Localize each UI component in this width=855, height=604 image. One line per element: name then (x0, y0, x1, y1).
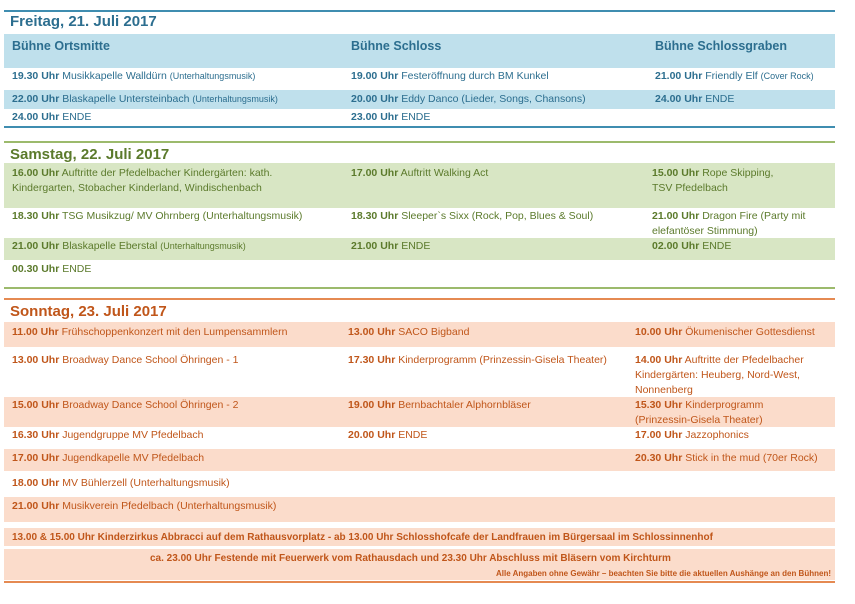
sunday-r4-c2 (348, 428, 427, 443)
sunday-r6-c1 (12, 476, 230, 491)
sunday-extra-line: 13.00 & 15.00 Uhr Kinderzirkus Abbracci auf dem Rathausvorplatz - ab 13.00 Uhr Schlosshofcafe der Landfrauen im Bürgersaal im Schlossinnenhof (12, 532, 713, 543)
saturday-bottom-line (4, 287, 835, 289)
act: Jugendkapelle MV Pfedelbach (62, 452, 205, 464)
act: Broadway Dance School Öhringen - 2 (62, 399, 239, 411)
sunday-r1-c3 (635, 325, 815, 340)
time: 16.00 Uhr (12, 167, 60, 179)
sunday-r2-c3 (635, 353, 804, 398)
saturday-r2-c2 (351, 209, 593, 224)
act: Frühschoppenkonzert mit den Lumpensammlern (61, 326, 288, 338)
sunday-r1-c1 (12, 325, 288, 340)
saturday-r1-c3 (652, 166, 773, 196)
sunday-r7-c1 (12, 499, 276, 514)
act: Blaskapelle Eberstal (62, 240, 158, 252)
time: 19.30 Uhr (12, 70, 60, 82)
friday-top-line (4, 10, 835, 12)
friday-r2-c3 (655, 92, 734, 107)
sunday-r4-c3 (635, 428, 749, 443)
saturday-r1-c2 (351, 166, 488, 181)
sunday-top-line (4, 298, 835, 300)
friday-r1-c2 (351, 69, 549, 84)
act: Sleeper`s Sixx (Rock, Pop, Blues & Soul) (401, 210, 594, 222)
act: Jugendgruppe MV Pfedelbach (62, 429, 204, 441)
stage-schlossgraben-header: Bühne Schlossgraben (655, 39, 787, 53)
friday-r2-c2 (351, 92, 586, 107)
act: ENDE (401, 240, 431, 252)
time: 16.30 Uhr (12, 429, 60, 441)
time: 20.30 Uhr (635, 452, 683, 464)
saturday-r4-c1 (12, 262, 91, 277)
time: 15.00 Uhr (12, 399, 60, 411)
time: 19.00 Uhr (348, 399, 396, 411)
time: 00.30 Uhr (12, 263, 60, 275)
time: 20.00 Uhr (351, 93, 399, 105)
act: Eddy Danco (Lieder, Songs, Chansons) (401, 93, 586, 105)
act-line2: TSV Pfedelbach (652, 182, 728, 194)
act: Friendly Elf (705, 70, 758, 82)
act: MV Bühlerzell (Unterhaltungsmusik) (62, 477, 230, 489)
act: Bernbachtaler Alphornbläser (398, 399, 531, 411)
final-text: Festende mit Feuerwerk vom Rathausdach und 23.30 Uhr Abschluss mit Bläsern vom Kirchturm (214, 553, 671, 564)
time: 17.00 Uhr (351, 167, 399, 179)
act: ENDE (398, 429, 428, 441)
act-note: (Unterhaltungsmusik) (160, 241, 246, 251)
friday-r2-c1 (12, 92, 278, 107)
act: ENDE (702, 240, 732, 252)
saturday-r1-c1 (12, 166, 272, 196)
time: 18.30 Uhr (351, 210, 399, 222)
act: Rope Skipping, (702, 167, 774, 179)
saturday-r3-c1 (12, 239, 246, 254)
time: 15.30 Uhr (635, 399, 683, 411)
time: 19.00 Uhr (351, 70, 399, 82)
act: ENDE (62, 111, 92, 123)
sunday-r3-c1 (12, 398, 238, 413)
time: 24.00 Uhr (655, 93, 703, 105)
time: 13.00 Uhr (12, 354, 60, 366)
act: Musikkapelle Walldürn (62, 70, 167, 82)
sunday-r2-c1 (12, 353, 238, 368)
friday-r1-c1 (12, 69, 255, 84)
act: TSG Musikzug/ MV Ohrnberg (Unterhaltungsmusik) (62, 210, 303, 222)
saturday-title: Samstag, 22. Juli 2017 (10, 146, 170, 163)
act-line2: elefantöser Stimmung) (652, 225, 758, 237)
time: 23.00 Uhr (351, 111, 399, 123)
saturday-r3-c3 (652, 239, 731, 254)
disclaimer: Alle Angaben ohne Gewähr – beachten Sie bitte die aktuellen Aushänge an den Bühnen! (495, 569, 831, 578)
act: Stick in the mud (70er Rock) (685, 452, 818, 464)
act-note: (Unterhaltungsmusik) (169, 71, 256, 81)
sunday-r2-c2 (348, 353, 607, 368)
stage-ortsmitte-header: Bühne Ortsmitte (12, 39, 110, 53)
time: 20.00 Uhr (348, 429, 396, 441)
time: 11.00 Uhr (12, 326, 59, 338)
act: ENDE (705, 93, 735, 105)
saturday-r2-c3 (652, 209, 805, 239)
sunday-r3-c3 (635, 398, 763, 428)
time: 18.00 Uhr (12, 477, 60, 489)
time: 17.00 Uhr (12, 452, 60, 464)
time: 17.00 Uhr (635, 429, 683, 441)
time: 15.00 Uhr (652, 167, 700, 179)
sunday-r4-c1 (12, 428, 203, 443)
time: 24.00 Uhr (12, 111, 60, 123)
time: 21.00 Uhr (12, 500, 60, 512)
friday-r3-c1 (12, 110, 91, 125)
sunday-final-line (150, 551, 671, 566)
act: Dragon Fire (Party mit (702, 210, 806, 222)
act-note: (Cover Rock) (760, 71, 814, 81)
time: 21.00 Uhr (652, 210, 700, 222)
act-line2: Kindergärten: Heuberg, Nord-West, (635, 369, 800, 381)
saturday-r2-c1 (12, 209, 302, 224)
time: 17.30 Uhr (348, 354, 396, 366)
sunday-r5-c1 (12, 451, 204, 466)
time: 10.00 Uhr (635, 326, 683, 338)
act: Auftritte der Pfedelbacher Kindergärten: kath. (61, 167, 273, 179)
sunday-r1-c2 (348, 325, 469, 340)
time: 21.00 Uhr (655, 70, 703, 82)
act: Festeröffnung durch BM Kunkel (401, 70, 549, 82)
time: 13.00 Uhr (348, 326, 396, 338)
act: Musikverein Pfedelbach (Unterhaltungsmusik) (62, 500, 277, 512)
act: ENDE (62, 263, 92, 275)
act: Auftritte der Pfedelbacher (684, 354, 804, 366)
friday-r3-c2 (351, 110, 430, 125)
act: ENDE (401, 111, 431, 123)
saturday-r3-c2 (351, 239, 430, 254)
act: Blaskapelle Untersteinbach (62, 93, 190, 105)
sunday-r3-c2 (348, 398, 531, 413)
act: Kinderprogramm (685, 399, 764, 411)
sunday-r5-c3 (635, 451, 818, 466)
act-line2: Kindergarten, Stobacher Kinderland, Windischenbach (12, 182, 262, 194)
friday-r1-c3 (655, 69, 814, 84)
time: 21.00 Uhr (12, 240, 60, 252)
time: 02.00 Uhr (652, 240, 700, 252)
time: 14.00 Uhr (635, 354, 683, 366)
act-line3: Nonnenberg (635, 384, 693, 396)
time: 22.00 Uhr (12, 93, 60, 105)
sunday-bottom-line (4, 581, 835, 583)
time: 21.00 Uhr (351, 240, 399, 252)
friday-bottom-line (4, 126, 835, 128)
stage-schloss-header: Bühne Schloss (351, 39, 442, 53)
time: 18.30 Uhr (12, 210, 60, 222)
final-time: ca. 23.00 Uhr (150, 553, 212, 564)
act: SACO Bigband (398, 326, 470, 338)
act: Jazzophonics (685, 429, 749, 441)
saturday-top-line (4, 141, 835, 143)
act: Kinderprogramm (Prinzessin-Gisela Theater) (398, 354, 607, 366)
act-line2: (Prinzessin-Gisela Theater) (635, 414, 763, 426)
sunday-title: Sonntag, 23. Juli 2017 (10, 303, 167, 320)
act: Broadway Dance School Öhringen - 1 (62, 354, 239, 366)
act: Auftritt Walking Act (400, 167, 489, 179)
act-note: (Unterhaltungsmusik) (192, 94, 278, 104)
friday-title: Freitag, 21. Juli 2017 (10, 13, 157, 30)
act: Ökumenischer Gottesdienst (685, 326, 815, 338)
